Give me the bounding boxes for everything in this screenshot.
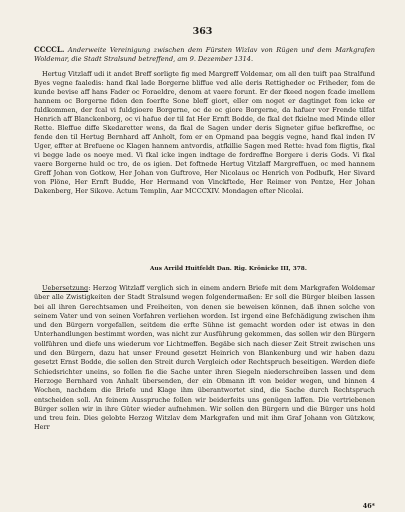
document-number: CCCCL. [34,45,65,54]
source-citation: Aus Arrild Huitfeldt Dan. Rig. Krönicke III, 378. [150,266,307,272]
document-title: Anderweite Vereinigung zwischen dem Fürsten Wizlav von Rügen und dem Markgrafen Woldemar, die Stadt Stralsund betreffend, am 9. Dezember 1314. [34,46,375,63]
translation-text: : Herzog Witzlaff verglich sich in einem andern Briefe mit dem Markgrafen Woldemar über alle Zwistigkeiten der Stadt Stralsund wegen folgendermaßen: Er soll die Bürger bleiben lassen bei all ihren Gerechtsamen und Freiheiten, von denen sie beweisen können, daß ihnen solche von seinem Vater und von seinen Vorfahren verliehen worden. Ist irgend eine Befchädigung zwischen ihm und den Bürgern vorgefallen, seitdem die erfte Sühne ist gemacht worden oder ist etwas in den Unterhandlungen bestimmt worden, was nicht zur Ausführung gekommen, das sollen wir den Bürgern vollführen und diefe uns wiederum vor Lichtmeffen. Begäbe sich nach dieser Zeit Streit zwischen uns und den Bürgern, dazu hat unser Freund gesetzt Heinrich von Blankenburg und wir haben dazu gesetzt Ernst Bodde, die sollen den Streit durch Vergleich oder Rechtspruch beseitigen. Werden diefe Schiedsrichter uneins, so follen fie die Sache unter ihren Siegeln niederschreiben lassen und dem Herzoge Bernhard von Anhalt übersenden, der ein Obmann ift von beider wegen, und binnen 4 Wochen, nachdem die Briefe und Klage ihm überantwortet sind, die Sache durch Rechtspruch entscheiden soll. An feinem Ausspruche follen wir beiderfeits uns genügen laffen. Die vertriebenen Bürger sollen wir in ihre Güter wieder aufnehmen. Wir sollen den Bürgern und die Bürger uns hold und treu fein. Dies gelobte Herzog Witzlav dem Markgrafen und mit ihm Graf Johann von Gützkow, Herr [34,284,375,432]
signature-mark: 46* [362,502,375,510]
document-heading [34,46,375,63]
old-danish-text: Hertug Vitzlaff udi it andet Breff sorligte fig med Margreff Voldemar, om all den tuift paa Stralfund Byes vegne faaledis: hand fkal lade Borgerne bliffue ved alle deris Rettigheder oc Friheder, fom de kunde bevise aff hans Fader oc Foraeldre, denom at vaere forunt. Er der fkeed nogen fcade imellem hannem oc Borgerne fiden den foerfte Sone bleff giort, eller om noget er dagtinget fom icke er fuldkommen, der fcal vi fuldgioere Borgerne, oc de oc giore Borgerne, da hafuer vor Frende tilfat Henrich aff Blanckenborg, oc vi hafue der til fat Her Ernft Bodde, de fkal det fkielne med Minde eller Rette. Bleffue diffe Skedaretter wens, da fkal de Sagen under deris Signeter gifue befkreffne, oc fende den til Hertug Bernhard aff Anholt, fom er en Opmand paa beggis vegne, hand fkal inden IV Uger, effter at Brefuene oc Klagen hannem antvordis, atfkillie Sagen med Rette: hvad fom fligtis, fkal vi begge lade os noeye med. Vi fkal icke ingen indtage de fordreffne Borgere i deris Gods. Vi fkal vaere Borgerne huld oc tro, de os igien. Det foftnede Hertug Vitzlaff Margreffuen, oc med hannem Greff Johan von Gotkow, Her Johan von Guftrove, Her Nicolaus oc Henrich von Podbufk, Her Sivard von Plöne, Her Ernft Budde, Her Hermand von Vinckftede, Her Reimer von Pentze, Her Johan Dakenberg, Her Sikove. Actum Templin, Aar MCCCXIV. Mondagen efter Nicolai. [34,70,375,195]
page-number: 363 [192,26,213,37]
translation-paragraph [34,284,375,433]
translation-label: Uebersetzung [42,284,89,292]
